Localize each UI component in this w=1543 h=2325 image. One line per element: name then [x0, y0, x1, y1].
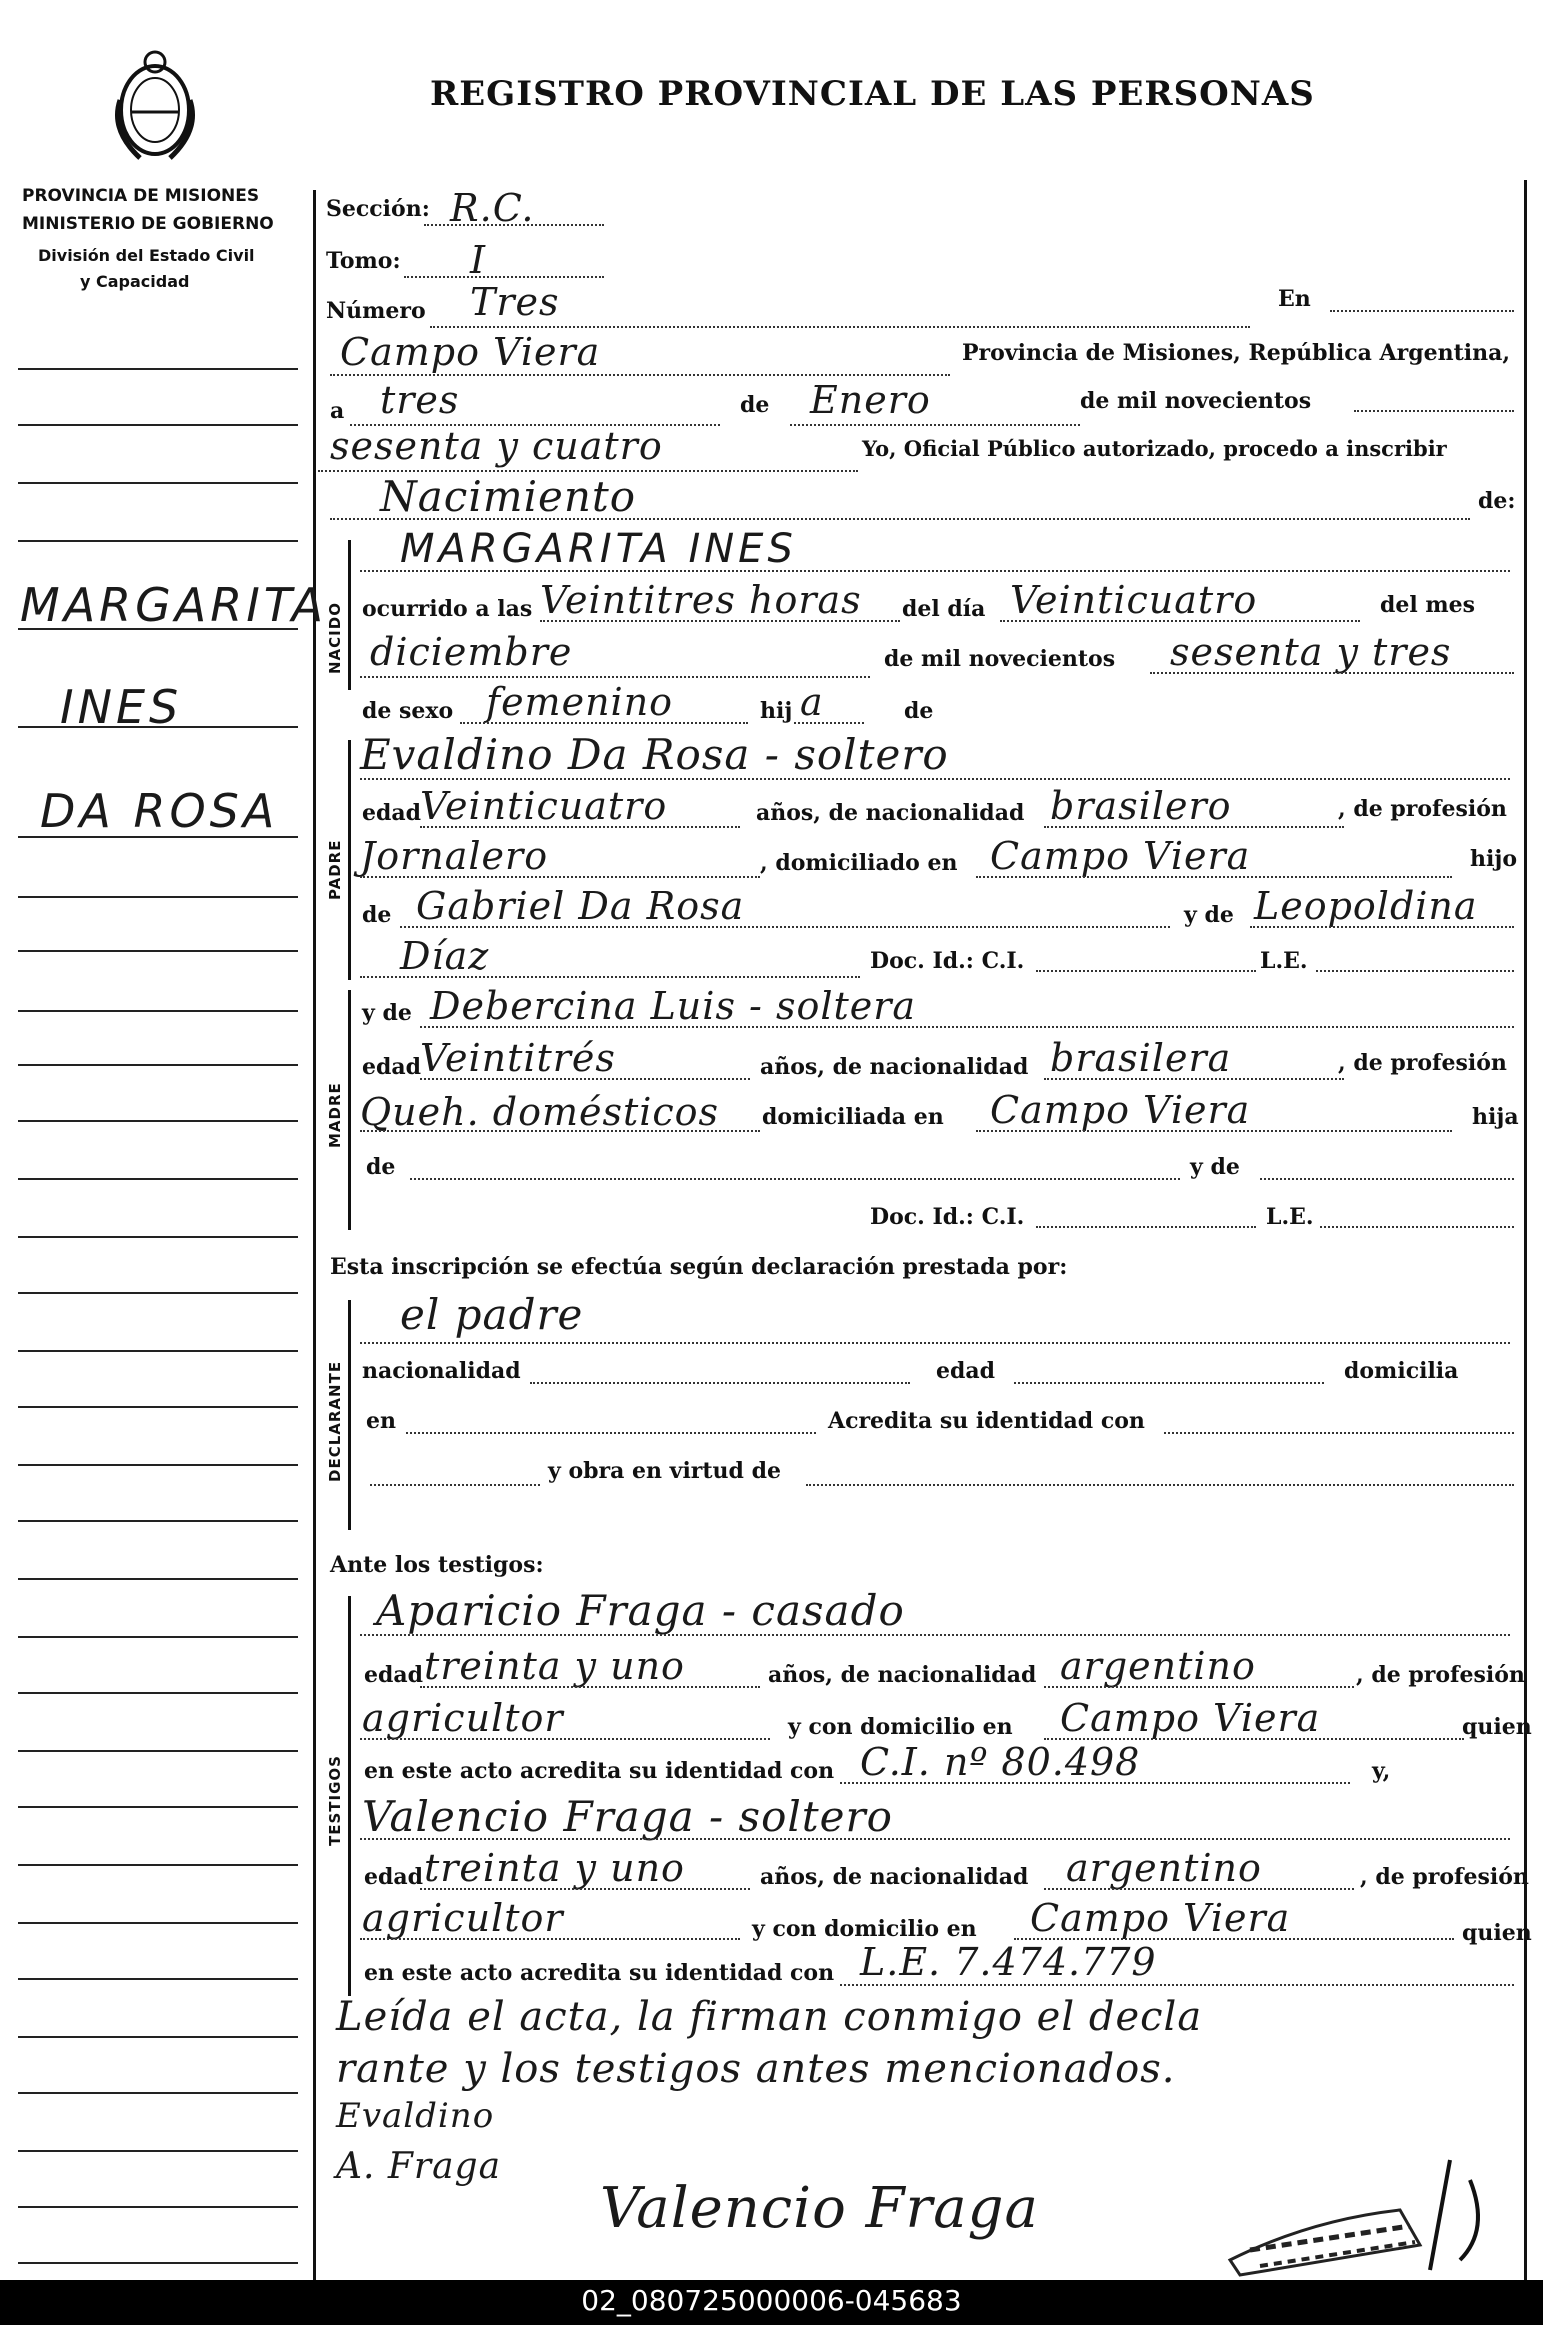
- padre-madre-value: Leopoldina: [1254, 884, 1478, 928]
- margin-name-line-3: DA ROSA: [40, 784, 279, 838]
- testigos-bracket: [348, 1596, 351, 1996]
- madre-dom-label: domiciliada en: [762, 1104, 944, 1130]
- padre-dom-label: , domiciliado en: [760, 850, 958, 876]
- closing-line-1: Leída el acta, la firman conmigo el decla: [336, 1994, 1203, 2040]
- t2-prof-value: agricultor: [362, 1896, 564, 1940]
- sexo-label: de sexo: [362, 698, 454, 724]
- padre-nombre-value: Evaldino Da Rosa - soltero: [360, 730, 949, 779]
- signature-testigo-2: Valencio Fraga: [600, 2176, 1039, 2241]
- form-left-border: [313, 190, 316, 2280]
- mes-value: Enero: [810, 378, 931, 422]
- yo-label: Yo, Oficial Público autorizado, procedo a inscribir: [862, 436, 1447, 461]
- en-label: En: [1278, 286, 1311, 312]
- nacido-mil-label: de mil novecientos: [884, 646, 1116, 672]
- t1-quien-label: quien: [1462, 1714, 1532, 1740]
- mil-label: de mil novecientos: [1080, 388, 1312, 414]
- signature-declarante: Evaldino: [336, 2096, 495, 2136]
- t2-doc-value: L.E. 7.474.779: [860, 1940, 1157, 1984]
- testigos-tab: TESTIGOS: [326, 1755, 344, 1846]
- padre-madre-value-2: Díaz: [400, 934, 490, 978]
- t2-nac-label: años, de nacionalidad: [760, 1864, 1029, 1890]
- padre-doc-label: Doc. Id.: C.I.: [870, 948, 1025, 974]
- padre-yde-label: y de: [1184, 902, 1234, 928]
- t1-doc-value: C.I. nº 80.498: [860, 1740, 1141, 1784]
- madre-nac-value: brasilera: [1050, 1036, 1232, 1080]
- seccion-value: R.C.: [450, 186, 535, 230]
- padre-edad-value: Veinticuatro: [420, 784, 668, 828]
- madre-prof-label: , de profesión: [1338, 1050, 1507, 1076]
- del-dia-label: del día: [902, 596, 986, 622]
- t2-nombre-value: Valencio Fraga - soltero: [362, 1792, 893, 1841]
- signature-testigo-1: A. Fraga: [336, 2146, 502, 2187]
- nacido-bracket: [348, 540, 351, 690]
- madre-hija-label: hija: [1472, 1104, 1519, 1130]
- tomo-label: Tomo:: [326, 248, 401, 274]
- madre-dom-value: Campo Viera: [990, 1088, 1251, 1132]
- t2-prof-label: , de profesión: [1360, 1864, 1529, 1890]
- padre-nac-value: brasilero: [1050, 784, 1232, 828]
- padre-dom-value: Campo Viera: [990, 834, 1251, 878]
- madre-edad-label: edad: [362, 1054, 422, 1080]
- madre-de-label: de: [366, 1154, 396, 1180]
- t2-edad-label: edad: [364, 1864, 424, 1890]
- declarante-nombre-value: el padre: [400, 1290, 584, 1339]
- form-right-border: [1524, 180, 1527, 2280]
- de-colon-label: de:: [1478, 488, 1516, 514]
- margin-name-line-2: INES: [60, 680, 183, 734]
- org-line-2: MINISTERIO DE GOBIERNO: [22, 214, 274, 234]
- madre-tab: MADRE: [326, 1082, 344, 1148]
- t2-dom-label: y con domicilio en: [752, 1916, 977, 1942]
- madre-nac-label: años, de nacionalidad: [760, 1054, 1029, 1080]
- t2-nac-value: argentino: [1066, 1846, 1262, 1890]
- ocurrido-label: ocurrido a las: [362, 596, 533, 622]
- t2-edad-value: treinta y uno: [424, 1846, 685, 1890]
- a-label: a: [330, 398, 345, 424]
- padre-de-label: de: [362, 902, 392, 928]
- declarante-en-label: en: [366, 1408, 396, 1434]
- nacido-tab: NACIDO: [326, 602, 344, 674]
- t2-quien-label: quien: [1462, 1920, 1532, 1946]
- declarante-intro: Esta inscripción se efectúa según declaración prestada por:: [330, 1254, 1068, 1280]
- t1-edad-label: edad: [364, 1662, 424, 1688]
- padre-le-label: L.E.: [1260, 948, 1308, 974]
- dia-value: tres: [380, 378, 460, 422]
- hora-value: Veintitres horas: [540, 578, 862, 622]
- t1-y-label: y,: [1372, 1758, 1391, 1784]
- document-title: REGISTRO PROVINCIAL DE LAS PERSONAS: [430, 74, 1315, 114]
- hij-value: a: [800, 680, 824, 724]
- closing-line-2: rante y los testigos antes mencionados.: [336, 2046, 1176, 2092]
- t1-nac-label: años, de nacionalidad: [768, 1662, 1037, 1688]
- madre-le-label: L.E.: [1266, 1204, 1314, 1230]
- numero-value: Tres: [470, 280, 560, 324]
- t1-nac-value: argentino: [1060, 1644, 1256, 1688]
- madre-doc-label: Doc. Id.: C.I.: [870, 1204, 1025, 1230]
- t1-prof-value: agricultor: [362, 1696, 564, 1740]
- nacido-nombre-value: MARGARITA INES: [400, 526, 797, 572]
- margin-name-line-1: MARGARITA: [20, 578, 328, 632]
- declarante-nac-label: nacionalidad: [362, 1358, 521, 1384]
- testigos-intro: Ante los testigos:: [330, 1552, 544, 1578]
- t1-edad-value: treinta y uno: [424, 1644, 685, 1688]
- declarante-acredita-label: Acredita su identidad con: [828, 1408, 1145, 1434]
- declarante-edad-label: edad: [936, 1358, 996, 1384]
- nacido-mes-value: diciembre: [370, 630, 573, 674]
- padre-bracket: [348, 740, 351, 980]
- madre-yde-label: y de: [362, 1000, 412, 1026]
- coat-of-arms-seal: [100, 40, 210, 170]
- footer-code: 02_080725000006-045683: [581, 2284, 962, 2317]
- padre-tab: PADRE: [326, 839, 344, 900]
- anio-value: sesenta y cuatro: [330, 424, 663, 468]
- padre-padre-value: Gabriel Da Rosa: [416, 884, 745, 928]
- del-mes-label: del mes: [1380, 592, 1476, 618]
- declarante-dom-label: domicilia: [1344, 1358, 1459, 1384]
- padre-prof-label: , de profesión: [1338, 796, 1507, 822]
- nacido-dia-value: Veinticuatro: [1010, 578, 1258, 622]
- padre-hijo-label: hijo: [1470, 846, 1517, 872]
- declarante-tab: DECLARANTE: [326, 1360, 344, 1482]
- padre-nac-label: años, de nacionalidad: [756, 800, 1025, 826]
- declarante-bracket: [348, 1300, 351, 1530]
- lugar-value: Campo Viera: [340, 330, 601, 374]
- padre-edad-label: edad: [362, 800, 422, 826]
- madre-edad-value: Veintitrés: [420, 1036, 616, 1080]
- hij-label: hij: [760, 698, 793, 724]
- padre-prof-value: Jornalero: [360, 834, 549, 878]
- t1-acredita-label: en este acto acredita su identidad con: [364, 1758, 835, 1784]
- official-stamp: [1210, 2150, 1510, 2280]
- madre-prof-value: Queh. domésticos: [360, 1090, 720, 1134]
- org-line-1: PROVINCIA DE MISIONES: [22, 186, 260, 206]
- org-line-4: y Capacidad: [80, 272, 190, 291]
- madre-bracket: [348, 990, 351, 1230]
- acto-value: Nacimiento: [380, 472, 637, 521]
- seccion-label: Sección:: [326, 196, 430, 222]
- org-line-3: División del Estado Civil: [38, 246, 255, 265]
- madre-yde2-label: y de: [1190, 1154, 1240, 1180]
- numero-label: Número: [326, 298, 426, 324]
- t1-prof-label: , de profesión: [1356, 1662, 1525, 1688]
- declarante-obra-label: y obra en virtud de: [548, 1458, 781, 1484]
- madre-nombre-value: Debercina Luis - soltera: [430, 984, 917, 1028]
- nacido-de-label: de: [904, 698, 934, 724]
- nacido-anio-value: sesenta y tres: [1170, 630, 1452, 674]
- t1-dom-label: y con domicilio en: [788, 1714, 1013, 1740]
- de-label: de: [740, 392, 770, 418]
- tomo-value: I: [470, 238, 487, 282]
- provincia-label: Provincia de Misiones, República Argentina,: [962, 340, 1511, 366]
- t1-dom-value: Campo Viera: [1060, 1696, 1321, 1740]
- t2-acredita-label: en este acto acredita su identidad con: [364, 1960, 835, 1986]
- sexo-value: femenino: [486, 680, 674, 724]
- t1-nombre-value: Aparicio Fraga - casado: [376, 1586, 905, 1635]
- t2-dom-value: Campo Viera: [1030, 1896, 1291, 1940]
